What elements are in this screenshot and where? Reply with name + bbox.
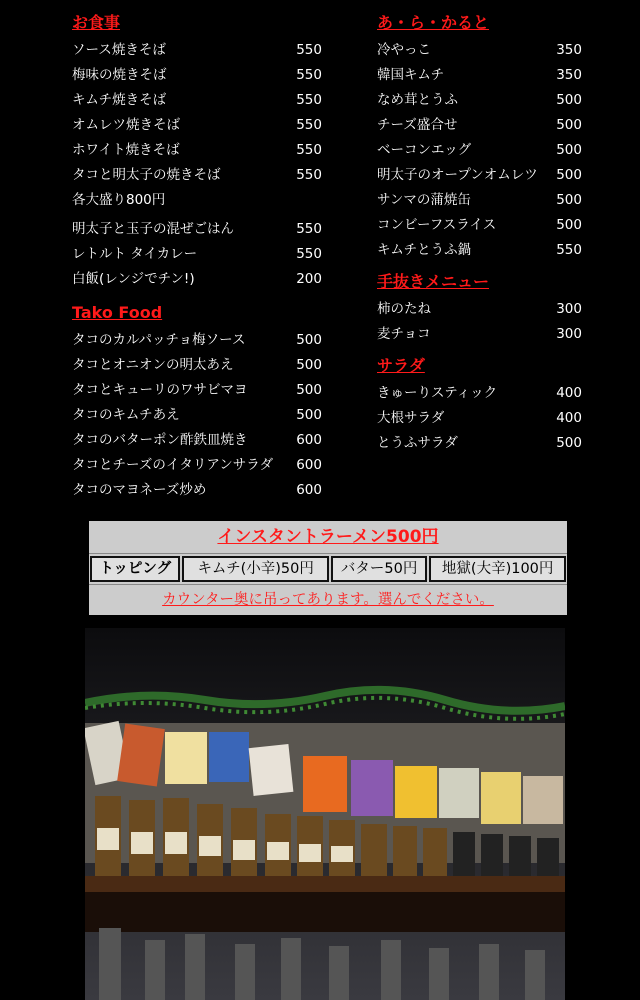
menu-item bbox=[72, 138, 322, 163]
item-price: 550 bbox=[296, 221, 322, 237]
meals-list bbox=[72, 38, 322, 213]
menu-item bbox=[72, 88, 322, 113]
item-name: タコのバターポン酢鉄皿焼き bbox=[72, 432, 248, 448]
menu-right-column bbox=[377, 8, 582, 456]
item-name: ソース焼きそば bbox=[72, 42, 166, 58]
item-name: ベーコンエッグ bbox=[377, 142, 472, 158]
item-name: ホワイト焼きそば bbox=[72, 142, 180, 158]
menu-item bbox=[377, 88, 582, 113]
tenuki-list bbox=[377, 297, 582, 347]
item-price: 200 bbox=[296, 271, 322, 287]
item-price: 550 bbox=[296, 117, 322, 133]
item-name: 大根サラダ bbox=[377, 410, 445, 426]
item-price: 550 bbox=[296, 67, 322, 83]
instant-ramen-title: インスタントラーメン500円 bbox=[89, 521, 567, 554]
item-name: きゅーりスティック bbox=[377, 385, 498, 401]
rice-list bbox=[72, 217, 322, 292]
item-price: 300 bbox=[556, 326, 582, 342]
item-name: タコとキューリのワサビマヨ bbox=[72, 382, 248, 398]
item-name: タコとオニオンの明太あえ bbox=[72, 357, 234, 373]
topping-row bbox=[89, 554, 567, 585]
item-name: 梅味の焼きそば bbox=[72, 67, 167, 83]
menu-item bbox=[377, 431, 582, 456]
item-name: 韓国キムチ bbox=[377, 67, 445, 83]
instant-ramen-box bbox=[87, 519, 569, 617]
item-price: 550 bbox=[296, 42, 322, 58]
item-name: 明太子と玉子の混ぜごはん bbox=[72, 221, 234, 237]
item-name: タコのマヨネーズ炒め bbox=[72, 482, 207, 498]
item-price: 500 bbox=[296, 382, 322, 398]
section-title-meals: お食事 bbox=[72, 13, 121, 32]
item-name: 麦チョコ bbox=[377, 326, 431, 342]
salad-list bbox=[377, 381, 582, 456]
menu-item bbox=[377, 238, 582, 263]
item-name: サンマの蒲焼缶 bbox=[377, 192, 471, 208]
item-price: 550 bbox=[296, 167, 322, 183]
item-price: 500 bbox=[296, 407, 322, 423]
menu-item bbox=[377, 406, 582, 431]
item-price: 500 bbox=[556, 167, 582, 183]
menu-item bbox=[72, 38, 322, 63]
menu-item bbox=[377, 38, 582, 63]
item-price: 600 bbox=[296, 482, 322, 498]
alacarte-list bbox=[377, 38, 582, 263]
menu-item bbox=[377, 297, 582, 322]
menu-item bbox=[377, 113, 582, 138]
item-price: 500 bbox=[296, 332, 322, 348]
item-price: 500 bbox=[556, 435, 582, 451]
menu-item bbox=[72, 113, 322, 138]
topping-kimchi: キムチ(小辛)50円 bbox=[182, 556, 328, 582]
item-name: オムレツ焼きそば bbox=[72, 117, 180, 133]
item-price: 600 bbox=[296, 457, 322, 473]
menu-item bbox=[377, 381, 582, 406]
item-price: 500 bbox=[296, 357, 322, 373]
menu-item bbox=[72, 478, 322, 503]
menu-item bbox=[377, 322, 582, 347]
item-price: 550 bbox=[296, 92, 322, 108]
item-name: なめ茸とうふ bbox=[377, 92, 458, 108]
menu-item bbox=[72, 267, 322, 292]
tako-list bbox=[72, 328, 322, 503]
item-name: キムチ焼きそば bbox=[72, 92, 167, 108]
item-price: 400 bbox=[556, 410, 582, 426]
item-price: 550 bbox=[296, 246, 322, 262]
menu-item bbox=[377, 138, 582, 163]
section-title-tenuki: 手抜きメニュー bbox=[377, 272, 490, 291]
item-price: 400 bbox=[556, 385, 582, 401]
menu-left-column bbox=[72, 8, 322, 503]
menu-item bbox=[72, 328, 322, 353]
menu-item bbox=[377, 163, 582, 188]
menu-item bbox=[377, 63, 582, 88]
item-price: 550 bbox=[556, 242, 582, 258]
item-price: 500 bbox=[556, 92, 582, 108]
item-price: 550 bbox=[296, 142, 322, 158]
item-name: タコと明太子の焼きそば bbox=[72, 167, 221, 183]
topping-jigoku: 地獄(大辛)100円 bbox=[429, 556, 566, 582]
menu-item bbox=[72, 63, 322, 88]
item-name: タコのキムチあえ bbox=[72, 407, 180, 423]
item-name: タコとチーズのイタリアンサラダ bbox=[72, 457, 274, 473]
large-size-note: 各大盛り800円 bbox=[72, 192, 166, 208]
item-name: 柿のたね bbox=[377, 301, 431, 317]
topping-butter: バター50円 bbox=[331, 556, 427, 582]
bar-shelf-photo-image bbox=[85, 628, 565, 1000]
item-name: キムチとうふ鍋 bbox=[377, 242, 472, 258]
menu-item bbox=[72, 163, 322, 188]
item-name: レトルト タイカレー bbox=[72, 246, 198, 262]
instant-ramen-note: カウンター奥に吊ってあります。選んでください。 bbox=[162, 592, 494, 608]
item-price: 350 bbox=[556, 67, 582, 83]
menu-item bbox=[72, 453, 322, 478]
item-name: チーズ盛合せ bbox=[377, 117, 458, 133]
menu-item bbox=[72, 428, 322, 453]
menu-item bbox=[72, 242, 322, 267]
menu-item bbox=[72, 403, 322, 428]
item-price: 350 bbox=[556, 42, 582, 58]
item-name: コンビーフスライス bbox=[377, 217, 497, 233]
item-name: 明太子のオープンオムレツ bbox=[377, 167, 538, 183]
item-price: 600 bbox=[296, 432, 322, 448]
item-price: 500 bbox=[556, 142, 582, 158]
item-name: 冷やっこ bbox=[377, 42, 431, 58]
item-price: 500 bbox=[556, 192, 582, 208]
item-price: 300 bbox=[556, 301, 582, 317]
item-name: タコのカルパッチョ梅ソース bbox=[72, 332, 246, 348]
menu-item bbox=[72, 353, 322, 378]
menu-item bbox=[72, 217, 322, 242]
topping-label: トッピング bbox=[90, 556, 180, 582]
bar-shelf-photo bbox=[85, 628, 565, 1000]
section-title-tako-food: Tako Food bbox=[72, 303, 163, 322]
item-name: とうふサラダ bbox=[377, 435, 458, 451]
item-price: 500 bbox=[556, 217, 582, 233]
item-price: 500 bbox=[556, 117, 582, 133]
item-name: 白飯(レンジでチン!) bbox=[72, 271, 195, 287]
section-title-salad: サラダ bbox=[377, 356, 425, 375]
section-title-alacarte: あ・ら・かると bbox=[377, 13, 490, 32]
menu-item bbox=[377, 213, 582, 238]
menu-item bbox=[72, 378, 322, 403]
menu-item bbox=[377, 188, 582, 213]
